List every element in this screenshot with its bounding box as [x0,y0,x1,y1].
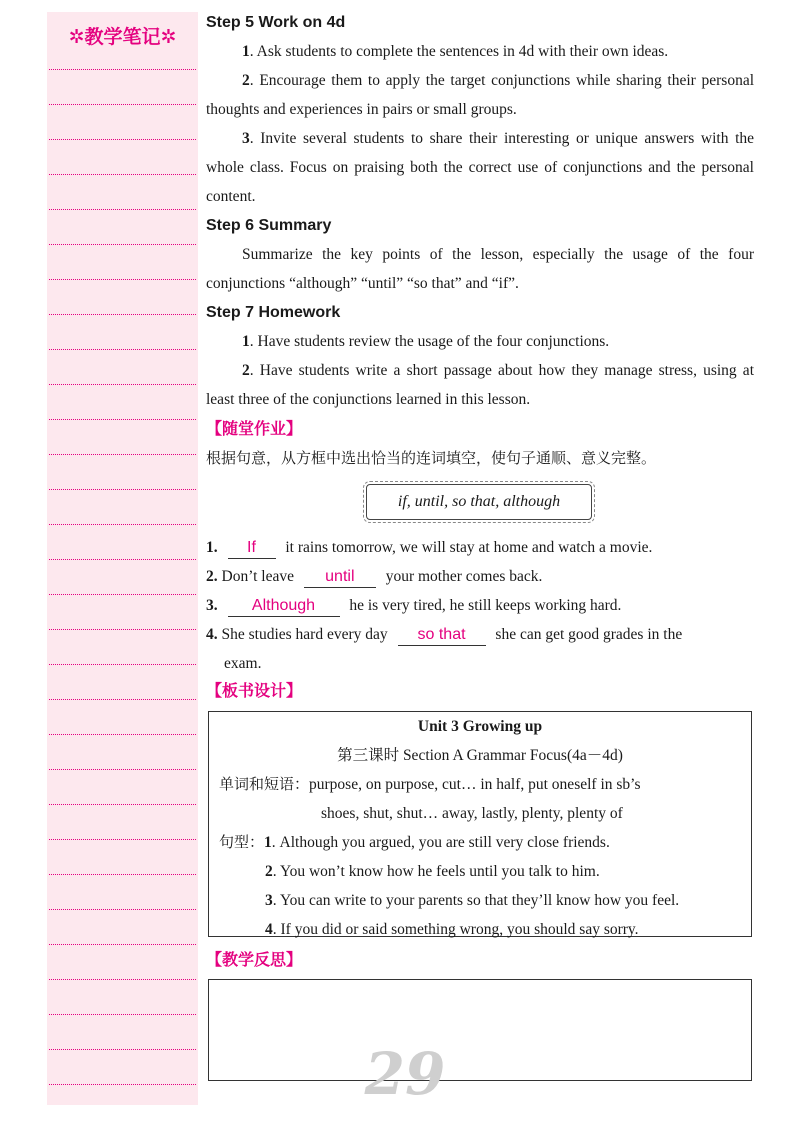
step5-item: 3. Invite several students to share their interesting or unique answers with the whole class. Focus on praising both the correct use of conjunctions and the personal content. [206,130,754,205]
note-line [49,104,196,105]
answer-blank [228,538,276,559]
question-number: 4. [206,626,218,643]
note-line [49,349,196,350]
answer-text: until [325,568,355,585]
vocab-line [219,770,761,799]
answer-blank [304,567,376,588]
vocab-text: purpose, on purpose, cut… in half, put oneself in sb’s [309,776,641,793]
board-heading: 【板书设计】 [206,681,303,700]
note-line [49,594,196,595]
answer-text: so that [417,626,466,643]
note-line [49,839,196,840]
note-line [49,384,196,385]
question-1 [206,533,754,562]
step7-heading: Step 7 Homework [206,304,341,321]
answer-text: Although [251,597,316,614]
question-2 [206,562,754,591]
step5-item: 2. Encourage them to apply the target conjunctions while sharing their personal thoughts and experiences in pairs or small groups. [206,72,754,118]
step5-section [206,8,754,211]
note-line [49,279,196,280]
note-line [49,314,196,315]
sidebar-title: ✲教学笔记✲ [68,26,177,48]
note-line [49,559,196,560]
sentence-label: 句型： [219,833,265,851]
note-line [49,139,196,140]
sentence-line: 2. You won’t know how he feels until you talk to him. [265,863,600,880]
step7-item: 2. Have students write a short passage about how they manage stress, using at least three of the conjunctions learned in this lesson. [206,362,754,408]
note-line [49,979,196,980]
sentence-line: 句型：1. Although you argued, you are still very close friends. [219,833,610,851]
note-line [49,699,196,700]
question-text: it rains tomorrow, we will stay at home and watch a movie. [285,539,653,556]
sentence-text: You won’t know how he feels until you talk to him. [279,863,600,880]
note-line [49,734,196,735]
sentence-text: You can write to your parents so that they’ll know how you feel. [279,892,680,909]
question-text: he is very tired, he still keeps working hard. [349,597,622,614]
question-4 [206,620,754,678]
step7-section [206,298,754,414]
reflection-heading: 【教学反思】 [206,950,303,969]
notes-sidebar [47,12,198,1105]
exercise-instruction: 根据句意，从方框中选出恰当的连词填空，使句子通顺、意义完整。 [206,449,657,467]
note-line [49,244,196,245]
question-number: 1. [206,539,218,556]
step5-item: 1. Ask students to complete the sentences in 4d with their own ideas. [242,43,669,60]
step7-item: 1. Have students review the usage of the four conjunctions. [242,333,610,350]
sentence-text: Although you argued, you are still very close friends. [279,834,610,851]
note-line [49,909,196,910]
page-number: 29 [364,1040,446,1108]
sentence-line: 4. If you did or said something wrong, you should say sorry. [265,921,639,938]
vocab-label: 单词和短语： [219,775,310,793]
reflection-box [208,979,752,1081]
question-3 [206,591,754,620]
note-line [49,209,196,210]
question-text: your mother comes back. [385,568,543,585]
note-line [49,874,196,875]
answer-text: If [247,539,256,556]
note-line [49,1049,196,1050]
lesson-title: 第三课时 Section A Grammar Focus(4a－4d) [337,747,623,764]
note-line [49,69,196,70]
vocab-line-2: shoes, shut, shut… away, lastly, plenty, plenty of [321,805,623,822]
board-design-box [208,711,752,937]
question-number: 2. [206,568,218,585]
question-text-before: Don’t leave [221,568,294,585]
question-text: she can get good grades in the [495,626,683,643]
note-line [49,804,196,805]
question-number: 3. [206,597,218,614]
note-line [49,454,196,455]
sentence-line: 3. You can write to your parents so that they’ll know how you feel. [265,892,680,909]
note-line [49,769,196,770]
word-box: if, until, so that, although [366,484,592,520]
note-line [49,1014,196,1015]
question-text-before: She studies hard every day [221,626,388,643]
step5-heading: Step 5 Work on 4d [206,14,346,31]
note-line [49,419,196,420]
note-line [49,524,196,525]
sentence-text: If you did or said something wrong, you should say sorry. [280,921,639,938]
note-line [49,629,196,630]
question-continuation: exam. [224,655,262,672]
exercise-heading: 【随堂作业】 [206,419,303,438]
note-line [49,944,196,945]
note-line [49,174,196,175]
note-line [49,489,196,490]
answer-blank [228,596,340,617]
note-line [49,1084,196,1085]
step6-section [206,211,754,298]
note-line [49,664,196,665]
step6-text: Summarize the key points of the lesson, especially the usage of the four conjunctions “although” “until” “so that” and “if”. [206,246,754,292]
answer-blank [398,625,486,646]
step6-heading: Step 6 Summary [206,217,332,234]
unit-title: Unit 3 Growing up [417,718,543,735]
